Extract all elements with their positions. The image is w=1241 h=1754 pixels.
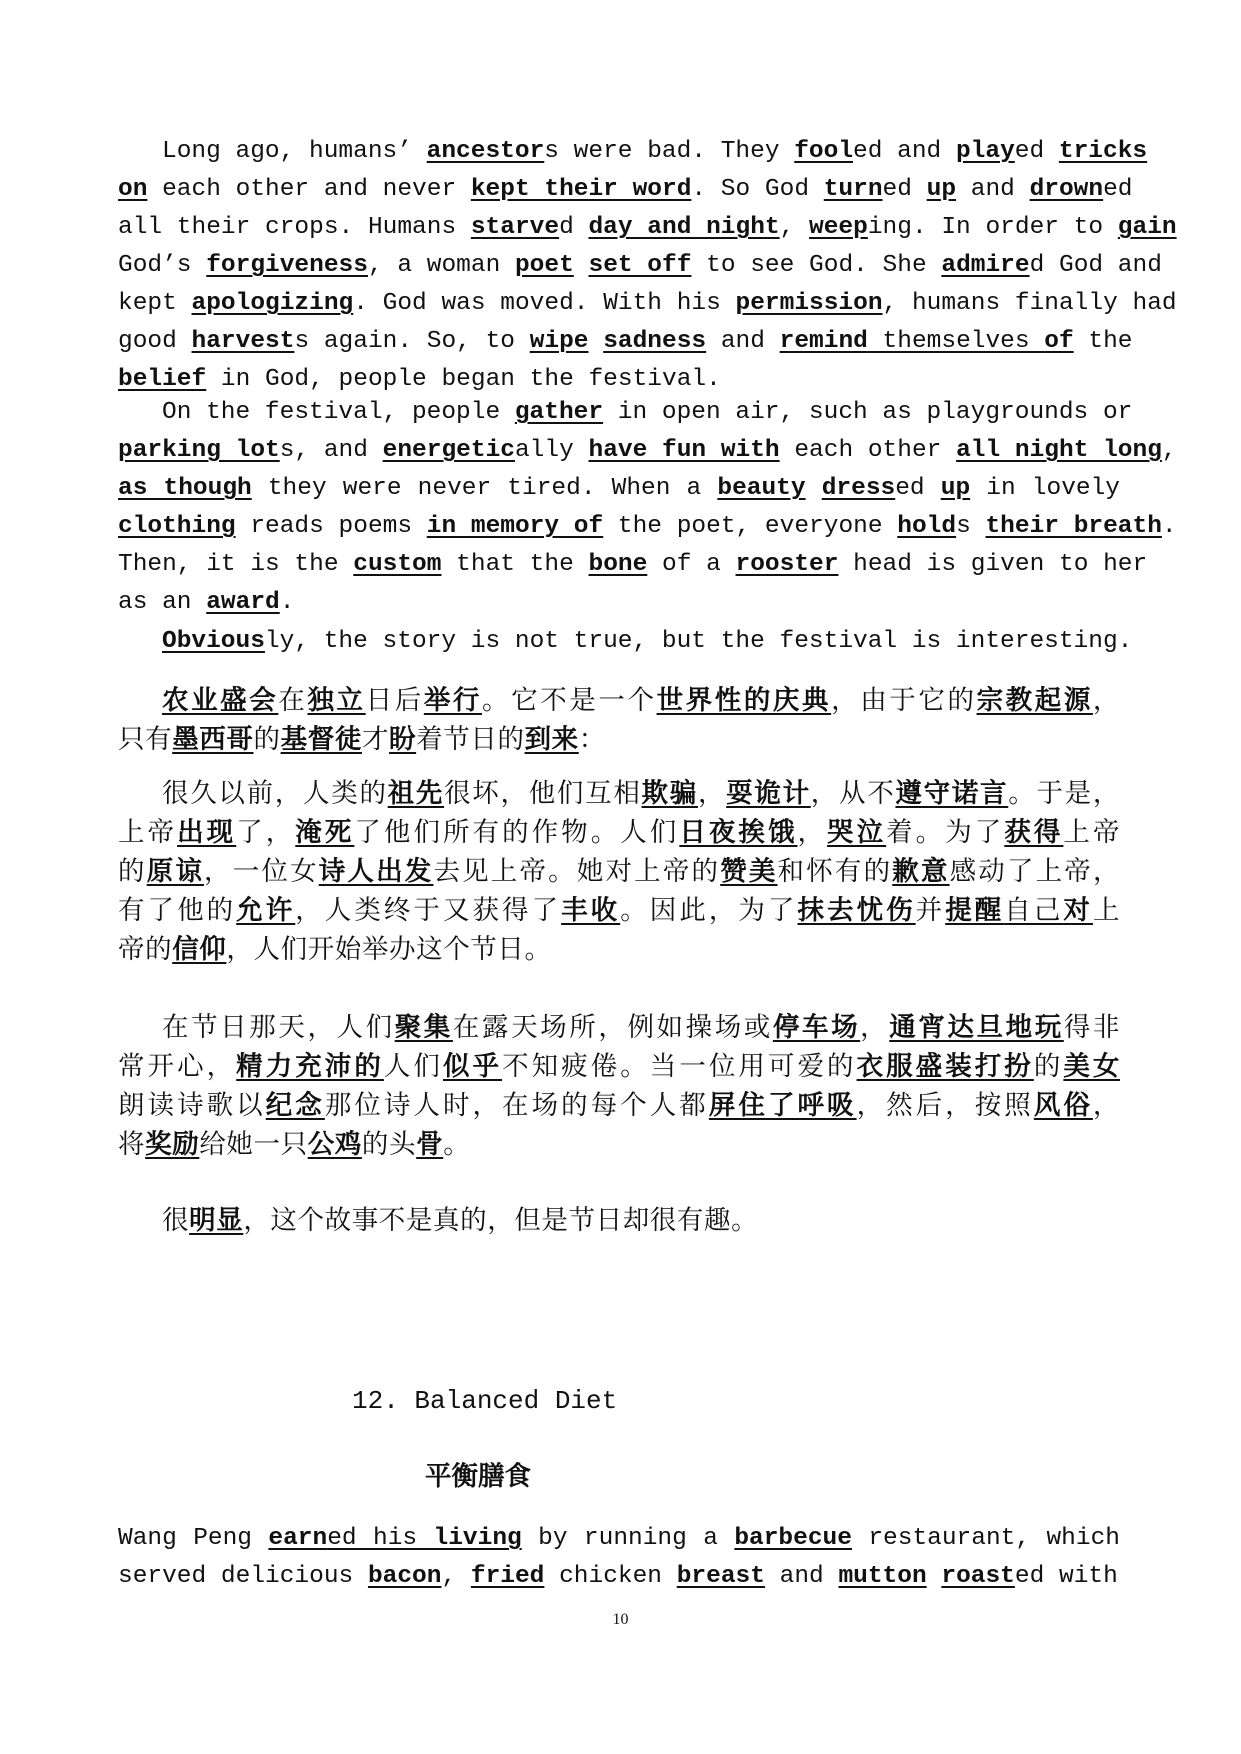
text-run: ed [882, 176, 927, 203]
text-run: ed with [1014, 1563, 1118, 1590]
vocabulary-term: 获得 [1004, 817, 1064, 848]
vocabulary-term: as though [118, 475, 252, 502]
vocabulary-term: 允许 [236, 895, 296, 926]
text-run: God’s [118, 252, 207, 279]
text-run: ，由于它的 [831, 685, 977, 716]
text-run: chicken [544, 1563, 677, 1590]
text-run: each other and never [147, 176, 471, 203]
text-run: 常开心， [118, 1051, 237, 1082]
text-run: 和怀有的 [777, 856, 893, 887]
text-line [118, 681, 1120, 720]
text-run: served delicious [118, 1563, 368, 1590]
text-run: ： [578, 724, 606, 755]
text-run: ，人类终于又获得了 [295, 895, 562, 926]
paragraph-p3-english-conclusion [118, 623, 1133, 661]
underlined-phrase: ed his [327, 1525, 434, 1552]
text-run: ly, the story is not true, but the festival is interesting. [264, 628, 1133, 655]
text-run: 得非 [1063, 1012, 1121, 1043]
vocabulary-term: gain [1117, 214, 1177, 241]
text-run: 着节日的 [416, 724, 525, 755]
text-run: d God and [1029, 252, 1162, 279]
vocabulary-term: 盼 [389, 724, 417, 755]
text-line [118, 209, 1177, 247]
text-run: Then, it is the [118, 551, 354, 578]
text-run: 很 [162, 1205, 190, 1236]
vocabulary-term: 出现 [177, 817, 237, 848]
text-line [118, 432, 1177, 470]
paragraph-p1-english-story [118, 133, 1177, 399]
vocabulary-term: 宗教起源 [976, 685, 1093, 716]
text-run: 上帝 [1063, 817, 1121, 848]
vocabulary-term: dress [821, 475, 896, 502]
text-run: in God, people began the festival. [206, 366, 721, 393]
vocabulary-term: rooster [735, 551, 839, 578]
text-run: ， [1092, 1090, 1121, 1121]
text-run: 有了他的 [118, 895, 237, 926]
vocabulary-term: 淹死 [295, 817, 355, 848]
text-run: ， [860, 1012, 890, 1043]
text-run: ed [1014, 138, 1059, 165]
text-run: , [441, 1563, 471, 1590]
vocabulary-term: up [940, 475, 971, 502]
underlined-phrase: themselves [867, 328, 1045, 355]
vocabulary-term: day and night [588, 214, 780, 241]
vocabulary-term: gather [514, 399, 604, 426]
text-run: ， [1092, 685, 1121, 716]
text-run: 。它不是一个 [482, 685, 657, 716]
text-line [118, 891, 1120, 930]
text-run: , humans finally had [882, 290, 1177, 317]
text-run: each other [779, 437, 957, 464]
vocabulary-term: drown [1029, 176, 1104, 203]
vocabulary-term: 信仰 [172, 934, 227, 965]
text-run: 上 [1092, 895, 1121, 926]
text-line [118, 852, 1120, 891]
text-run: Wang Peng [118, 1525, 269, 1552]
text-run: , [779, 214, 810, 241]
text-line [118, 930, 1120, 969]
text-run [806, 475, 822, 502]
underlined-phrase: 自己 [1004, 895, 1064, 926]
vocabulary-term: bone [588, 551, 648, 578]
vocabulary-term: energetic [382, 437, 515, 464]
vocabulary-term: parking lot [118, 437, 280, 464]
paragraph-p2-english-festival [118, 394, 1177, 622]
vocabulary-term: 丰收 [561, 895, 621, 926]
vocabulary-term: have fun with [588, 437, 780, 464]
vocabulary-term: starve [470, 214, 560, 241]
vocabulary-term: remind [779, 328, 868, 355]
vocabulary-term: 聚集 [394, 1012, 453, 1043]
text-run: 了他们所有的作物。人们 [354, 817, 680, 848]
vocabulary-term: 祖先 [387, 778, 445, 809]
text-run: 的 [1033, 1051, 1064, 1082]
vocabulary-term: 基督徒 [280, 724, 362, 755]
text-run: 朗读诗歌以 [118, 1090, 266, 1121]
vocabulary-term: barbecue [734, 1525, 852, 1552]
text-run: 日后 [365, 685, 424, 716]
text-line [118, 546, 1148, 584]
text-run: s, and [279, 437, 383, 464]
vocabulary-term: of [1044, 328, 1074, 355]
vocabulary-term: kept their word [470, 176, 692, 203]
text-run: ，然后，按照 [856, 1090, 1034, 1121]
section-heading-chinese: 平衡膳食 [425, 1461, 531, 1492]
vocabulary-term: set off [588, 252, 692, 279]
page-number: 10 [612, 1611, 629, 1628]
text-run: 的头 [361, 1129, 417, 1160]
text-run: 感动了上帝， [949, 856, 1121, 887]
text-run: 给她一只 [199, 1129, 308, 1160]
vocabulary-term: 诗人出发 [318, 856, 434, 887]
vocabulary-term: 风俗 [1033, 1090, 1093, 1121]
vocabulary-term: 农业盛会 [162, 685, 279, 716]
vocabulary-term: 纪念 [265, 1090, 325, 1121]
vocabulary-term: sadness [603, 328, 707, 355]
text-run: ed [895, 475, 941, 502]
text-line [118, 1047, 1120, 1086]
vocabulary-term: 停车场 [772, 1012, 861, 1043]
vocabulary-term: apologizing [191, 290, 354, 317]
vocabulary-term: 日夜挨饿 [679, 817, 798, 848]
text-run [574, 252, 589, 279]
vocabulary-term: 衣服盛装打扮 [856, 1051, 1034, 1082]
vocabulary-term: in memory of [426, 513, 604, 540]
text-run: head is given to her [838, 551, 1148, 578]
text-run: 去见上帝。她对上帝的 [433, 856, 721, 887]
vocabulary-term: 骨 [416, 1129, 444, 1160]
vocabulary-term: 遵守诺言 [895, 778, 1009, 809]
text-run: 上帝 [118, 817, 178, 848]
vocabulary-term: wipe [529, 328, 589, 355]
text-run: s again. So, to [294, 328, 530, 355]
text-run [927, 1563, 942, 1590]
vocabulary-term: beauty [717, 475, 806, 502]
vocabulary-term: tricks [1058, 138, 1148, 165]
vocabulary-term: 世界性的庆典 [656, 685, 832, 716]
vocabulary-term: award [206, 589, 280, 616]
text-run: ，从不 [810, 778, 896, 809]
text-line [118, 720, 1120, 759]
text-line [118, 1008, 1120, 1047]
text-line [118, 323, 1133, 361]
vocabulary-term: 哭泣 [827, 817, 887, 848]
text-run: they were never tired. When a [251, 475, 718, 502]
vocabulary-term: 公鸡 [307, 1129, 362, 1160]
text-line [118, 623, 1133, 661]
vocabulary-term: ancestor [426, 138, 545, 165]
text-run: by running a [521, 1525, 735, 1552]
vocabulary-term: on [118, 176, 148, 203]
vocabulary-term: 赞美 [720, 856, 778, 887]
text-run: , [1161, 437, 1177, 464]
text-run: 的 [118, 856, 147, 887]
text-run: , a woman [367, 252, 515, 279]
text-line [118, 285, 1177, 323]
text-line [118, 1086, 1120, 1125]
section-heading-english: 12. Balanced Diet [352, 1386, 618, 1416]
text-line [118, 584, 1120, 622]
text-line [118, 171, 1133, 209]
text-run: 帝的 [118, 934, 173, 965]
text-run [589, 328, 604, 355]
text-run: ing. In order to [867, 214, 1118, 241]
text-run: ，人们开始举办这个节日。 [226, 934, 552, 965]
vocabulary-term: forgiveness [206, 252, 368, 279]
text-run: all their crops. Humans [118, 214, 471, 241]
vocabulary-term: 欺骗 [641, 778, 698, 809]
text-line [118, 1558, 1120, 1596]
vocabulary-term: mutton [838, 1563, 927, 1590]
text-run: . So God [691, 176, 824, 203]
text-run: 了， [236, 817, 296, 848]
text-run: 着。为了 [886, 817, 1005, 848]
vocabulary-term: up [926, 176, 957, 203]
vocabulary-term: weep [809, 214, 868, 241]
text-run: 。因此，为了 [620, 895, 798, 926]
text-run: 。于是， [1008, 778, 1120, 809]
text-line [118, 133, 1148, 171]
vocabulary-term: 通宵达旦地玩 [889, 1012, 1064, 1043]
vocabulary-term: breast [676, 1563, 765, 1590]
text-line [118, 1125, 1120, 1164]
vocabulary-term: 耍诡计 [726, 778, 811, 809]
text-run: 人们 [383, 1051, 443, 1082]
text-run: good [118, 328, 192, 355]
vocabulary-term: 似乎 [442, 1051, 503, 1082]
text-run: 很久以前，人类的 [162, 778, 388, 809]
text-run: 只有 [118, 724, 173, 755]
vocabulary-term: living [433, 1525, 522, 1552]
vocabulary-term: Obvious [162, 628, 265, 655]
text-line [118, 774, 1120, 813]
vocabulary-term: fried [470, 1563, 545, 1590]
vocabulary-term: their breath [985, 513, 1162, 540]
paragraph-p5-chinese-story [118, 774, 1120, 969]
text-run: that the [441, 551, 589, 578]
text-run: in open air, such as playgrounds or [603, 399, 1133, 426]
text-line [118, 394, 1133, 432]
vocabulary-term: 对 [1063, 895, 1093, 926]
text-run: 并 [915, 895, 946, 926]
vocabulary-term: 原谅 [146, 856, 205, 887]
text-run: . [1161, 513, 1177, 540]
paragraph-p4-chinese-intro [118, 681, 1120, 759]
text-run: 很坏，他们互相 [444, 778, 642, 809]
text-run: 将 [118, 1129, 146, 1160]
vocabulary-term: 奖励 [145, 1129, 200, 1160]
text-run: reads poems [235, 513, 427, 540]
vocabulary-term: 提醒 [945, 895, 1005, 926]
text-run: and [764, 1563, 839, 1590]
vocabulary-term: 精力充沛的 [236, 1051, 384, 1082]
text-run: 的 [253, 724, 281, 755]
paragraph-p8-english-balanced-diet [118, 1520, 1120, 1596]
vocabulary-term: 独立 [307, 685, 366, 716]
text-run: the poet, everyone [603, 513, 898, 540]
text-run: s [956, 513, 986, 540]
text-run: as an [118, 589, 207, 616]
text-run: ，这个故事不是真的，但是节日却很有趣。 [243, 1205, 759, 1236]
text-line [118, 508, 1177, 546]
vocabulary-term: poet [514, 252, 574, 279]
text-run: 在露天场所，例如操场或 [452, 1012, 773, 1043]
vocabulary-term: earn [268, 1525, 328, 1552]
text-run: Long ago, humans’ [162, 138, 427, 165]
text-line [118, 813, 1120, 852]
text-run: s were bad. They [544, 138, 795, 165]
text-run: ， [697, 778, 727, 809]
text-run: ，一位女 [204, 856, 319, 887]
text-run: 在 [278, 685, 308, 716]
vocabulary-term: 到来 [524, 724, 579, 755]
vocabulary-term: custom [353, 551, 442, 578]
vocabulary-term: 歉意 [892, 856, 950, 887]
vocabulary-term: 明显 [189, 1205, 244, 1236]
text-run: d [559, 214, 589, 241]
text-run: of a [647, 551, 736, 578]
vocabulary-term: roast [941, 1563, 1015, 1590]
vocabulary-term: 美女 [1063, 1051, 1121, 1082]
vocabulary-term: 墨西哥 [172, 724, 254, 755]
text-run: 不知疲倦。当一位用可爱的 [502, 1051, 857, 1082]
text-line [118, 1201, 1120, 1240]
vocabulary-term: play [955, 138, 1015, 165]
vocabulary-term: permission [735, 290, 883, 317]
text-run: 在节日那天，人们 [162, 1012, 395, 1043]
text-run: in lovely [970, 475, 1121, 502]
text-run: 。 [443, 1129, 471, 1160]
vocabulary-term: bacon [367, 1563, 442, 1590]
paragraph-p7-chinese-conclusion [118, 1201, 1120, 1240]
text-run: ed and [853, 138, 956, 165]
text-run: ally [514, 437, 589, 464]
vocabulary-term: belief [118, 366, 207, 393]
vocabulary-term: 屏住了呼吸 [708, 1090, 857, 1121]
text-run: . God was moved. With his [353, 290, 736, 317]
vocabulary-term: all night long [956, 437, 1162, 464]
text-run: to see God. She [691, 252, 942, 279]
text-line [118, 247, 1162, 285]
text-run: kept [118, 290, 192, 317]
text-run: the [1073, 328, 1133, 355]
text-line [118, 470, 1120, 508]
text-run: . [279, 589, 295, 616]
text-line [118, 1520, 1120, 1558]
vocabulary-term: harvest [191, 328, 295, 355]
text-run: On the festival, people [162, 399, 515, 426]
text-run: and [956, 176, 1030, 203]
paragraph-p6-chinese-festival [118, 1008, 1120, 1164]
vocabulary-term: 抹去忧伤 [797, 895, 916, 926]
vocabulary-term: turn [823, 176, 883, 203]
vocabulary-term: fool [794, 138, 854, 165]
text-run: and [706, 328, 780, 355]
text-run: restaurant, which [851, 1525, 1120, 1552]
vocabulary-term: hold [897, 513, 957, 540]
text-run: 那位诗人时，在场的每个人都 [324, 1090, 709, 1121]
vocabulary-term: clothing [118, 513, 236, 540]
vocabulary-term: 举行 [423, 685, 483, 716]
vocabulary-term: admire [941, 252, 1030, 279]
text-run: ， [797, 817, 828, 848]
text-run: ed [1103, 176, 1133, 203]
text-run: 才 [361, 724, 390, 755]
